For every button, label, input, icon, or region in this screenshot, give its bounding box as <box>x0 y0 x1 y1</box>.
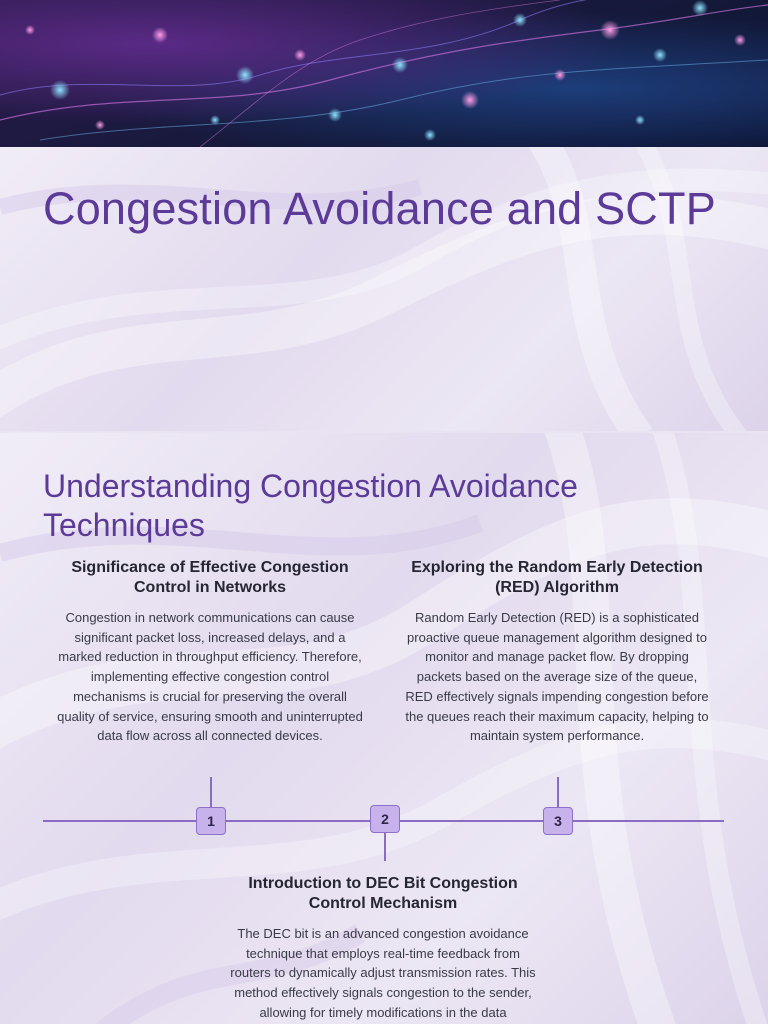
section-body: The DEC bit is an advanced congestion avoidance technique that employs real-time feedback from routers to dynamically adjust transmission rates. This method effectively signals congestion to the sender, allowing for timely modifications in the data <box>230 926 536 1020</box>
network-particles-graphic <box>0 0 768 147</box>
timeline-marker-3: 3 <box>543 807 573 835</box>
title-slide <box>0 147 768 431</box>
timeline-marker-2: 2 <box>370 805 400 833</box>
slide-title: Understanding Congestion Avoidance Techniques <box>43 468 578 543</box>
timeline-connector <box>384 833 386 861</box>
section-heading: Significance of Effective Congestion Control in Networks <box>71 559 349 596</box>
section-significance <box>55 558 365 746</box>
timeline-connector <box>210 777 212 807</box>
section-dec-bit <box>228 874 538 1023</box>
section-body: Congestion in network communications can cause significant packet loss, increased delays, and a marked reduction in throughput efficiency. Therefore, implementing effective congestion control mechanisms is crucial for preserving the overall quality of service, ensuring smooth and uninterrupted data flow across all connected devices. <box>57 610 363 744</box>
section-red-algorithm <box>402 558 712 746</box>
hero-network-image <box>0 0 768 147</box>
section-body: Random Early Detection (RED) is a sophisticated proactive queue management algorithm designed to monitor and manage packet flow. By dropping packets based on the average size of the queue, RED effectively signals impending congestion before the queues reach their maximum capacity, helping to maintain system performance. <box>405 610 709 744</box>
timeline-connector <box>557 777 559 807</box>
content-slide <box>0 433 768 1024</box>
timeline-marker-1: 1 <box>196 807 226 835</box>
section-heading: Introduction to DEC Bit Congestion Control Mechanism <box>248 875 518 912</box>
section-heading: Exploring the Random Early Detection (RED) Algorithm <box>411 559 703 596</box>
slide-title: Congestion Avoidance and SCTP <box>43 183 716 234</box>
